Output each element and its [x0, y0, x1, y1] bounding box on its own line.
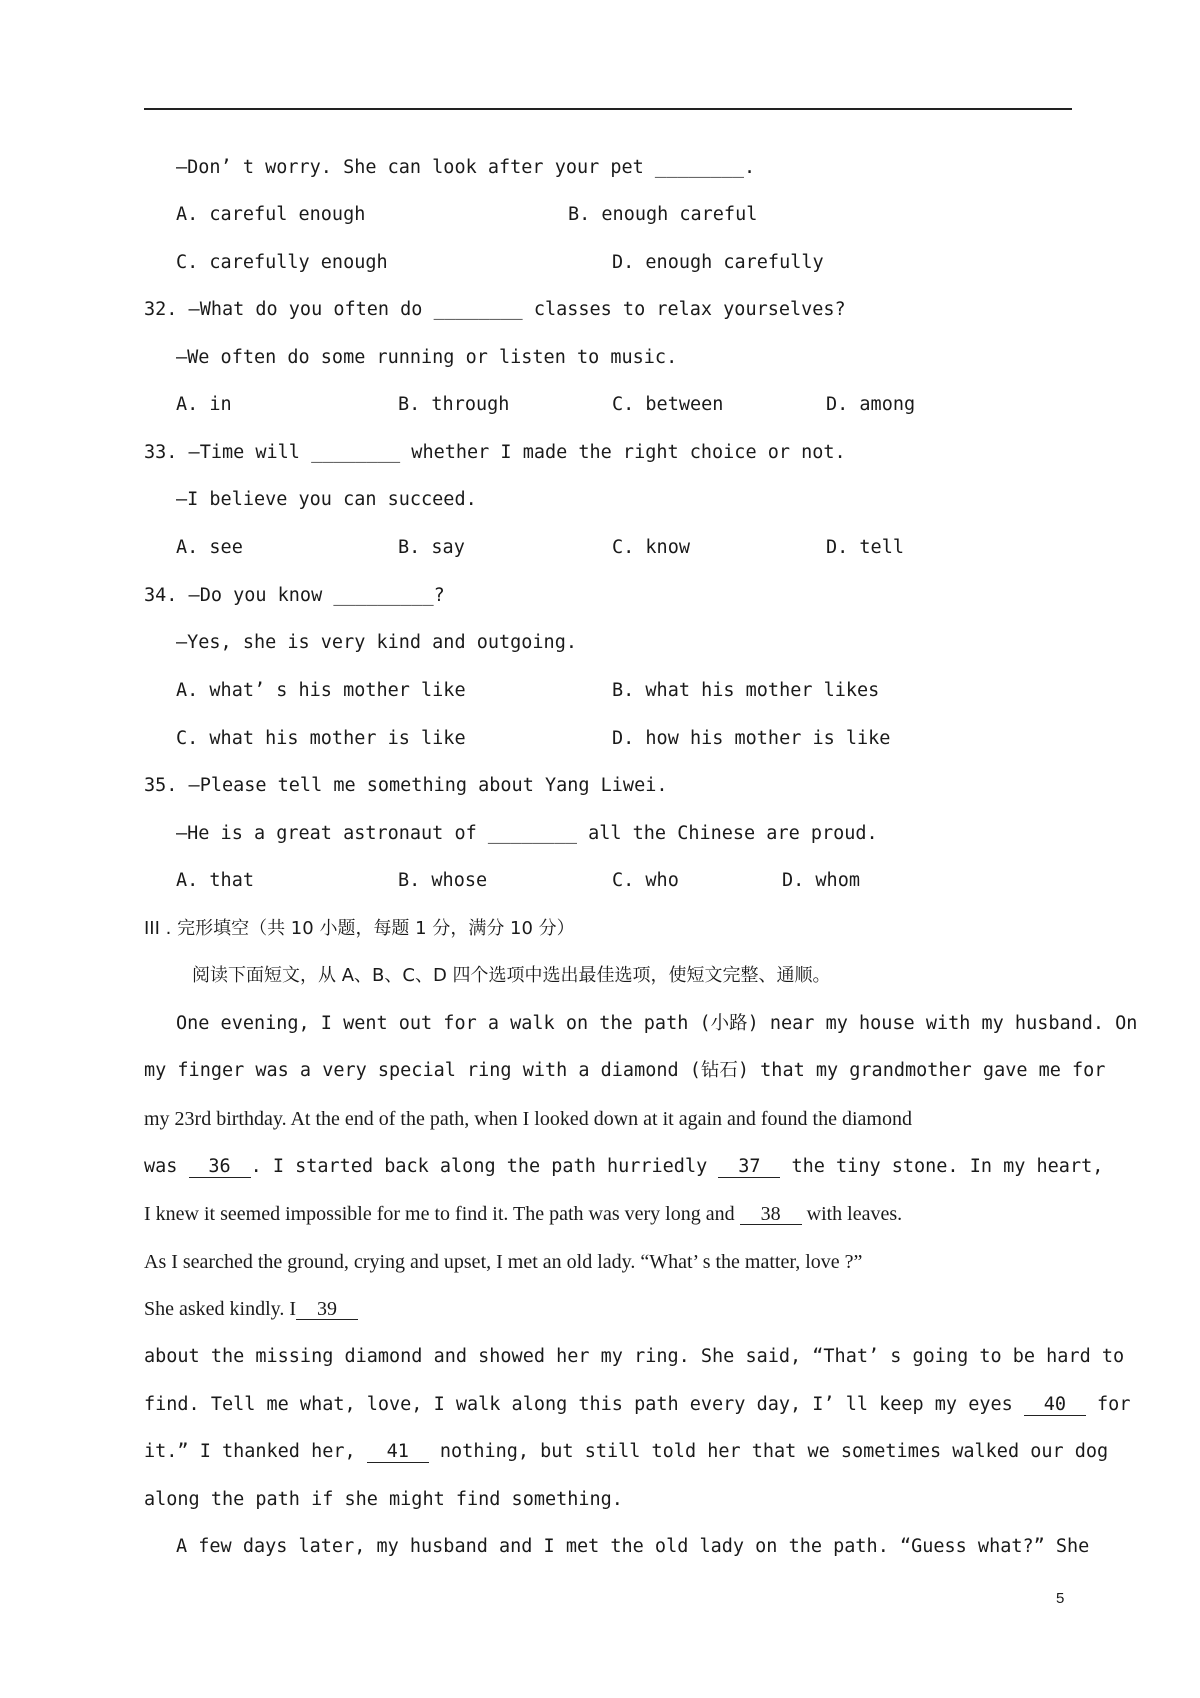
passage-line-5 [144, 1202, 902, 1226]
blank-37[interactable]: 37 [718, 1157, 780, 1178]
passage-line-1: One evening, I went out for a walk on the path (小路) near my house with my husband. On [176, 1013, 1138, 1034]
passage-text: nothing, but still told her that we sometimes walked our dog [428, 1441, 1109, 1462]
section-title: III . 完形填空（共 10 小题，每题 1 分，满分 10 分） [144, 918, 575, 939]
q31-answer-line: —Don’ t worry. She can look after your pet ________. [176, 157, 756, 178]
passage-line-2: my finger was a very special ring with a diamond (钻石) that my grandmother gave me for [144, 1060, 1106, 1081]
q33-option-d: D. tell [826, 537, 904, 558]
q34-answer: —Yes, she is very kind and outgoing. [176, 632, 577, 653]
q32-answer: —We often do some running or listen to music. [176, 347, 678, 368]
blank-41[interactable]: 41 [367, 1442, 429, 1463]
q32-question: 32. —What do you often do ________ classes to relax yourselves? [144, 299, 846, 320]
q31-option-b: B. enough careful [568, 204, 758, 225]
passage-text: She asked kindly. I [144, 1298, 297, 1320]
passage-line-11: along the path if she might find something. [144, 1489, 623, 1510]
q35-option-c: C. who [612, 870, 679, 891]
q32-option-a: A. in [176, 394, 232, 415]
q34-option-a: A. what’ s his mother like [176, 680, 466, 701]
passage-text: with leaves. [801, 1203, 903, 1225]
q31-option-a: A. careful enough [176, 204, 366, 225]
blank-40[interactable]: 40 [1024, 1395, 1086, 1416]
passage-line-7 [144, 1297, 358, 1321]
q35-option-d: D. whom [782, 870, 860, 891]
header-rule [144, 108, 1072, 110]
blank-38[interactable]: 38 [740, 1204, 802, 1225]
q32-option-b: B. through [398, 394, 510, 415]
q34-option-d: D. how his mother is like [612, 728, 891, 749]
q32-option-d: D. among [826, 394, 916, 415]
q35-answer: —He is a great astronaut of ________ all the Chinese are proud. [176, 823, 878, 844]
q35-question: 35. —Please tell me something about Yang Liwei. [144, 775, 668, 796]
passage-text: the tiny stone. In my heart, [780, 1156, 1104, 1177]
q34-question: 34. —Do you know _________? [144, 585, 445, 606]
q31-option-c: C. carefully enough [176, 252, 388, 273]
q33-option-c: C. know [612, 537, 690, 558]
passage-line-10 [144, 1440, 1108, 1464]
blank-36[interactable]: 36 [189, 1157, 251, 1178]
passage-text: . I started back along the path hurriedly [250, 1156, 719, 1177]
page-number: 5 [1056, 1590, 1065, 1607]
q31-option-d: D. enough carefully [612, 252, 824, 273]
q33-question: 33. —Time will ________ whether I made the right choice or not. [144, 442, 846, 463]
passage-line-4 [144, 1155, 1103, 1179]
q35-option-a: A. that [176, 870, 254, 891]
passage-line-12: A few days later, my husband and I met the old lady on the path. “Guess what?” She [176, 1536, 1090, 1557]
q32-option-c: C. between [612, 394, 724, 415]
passage-line-6: As I searched the ground, crying and upset, I met an old lady. “What’ s the matter, love ?” [144, 1251, 863, 1273]
passage-line-9 [144, 1393, 1130, 1417]
passage-text: find. Tell me what, love, I walk along this path every day, I’ ll keep my eyes [144, 1394, 1024, 1415]
q33-answer: —I believe you can succeed. [176, 489, 477, 510]
q34-option-c: C. what his mother is like [176, 728, 466, 749]
q35-option-b: B. whose [398, 870, 488, 891]
q33-option-b: B. say [398, 537, 465, 558]
passage-text: for [1085, 1394, 1131, 1415]
q33-option-a: A. see [176, 537, 243, 558]
blank-39[interactable]: 39 [296, 1299, 358, 1320]
passage-line-3: my 23rd birthday. At the end of the path, when I looked down at it again and found the diamond [144, 1108, 912, 1130]
passage-text: I knew it seemed impossible for me to find it. The path was very long and [144, 1203, 740, 1225]
passage-text: was [144, 1156, 189, 1177]
passage-text: it.” I thanked her, [144, 1441, 367, 1462]
q34-option-b: B. what his mother likes [612, 680, 880, 701]
passage-line-8: about the missing diamond and showed her my ring. She said, “That’ s going to be hard to [144, 1346, 1125, 1367]
section-instruction: 阅读下面短文，从 A、B、C、D 四个选项中选出最佳选项，使短文完整、通顺。 [192, 965, 831, 986]
